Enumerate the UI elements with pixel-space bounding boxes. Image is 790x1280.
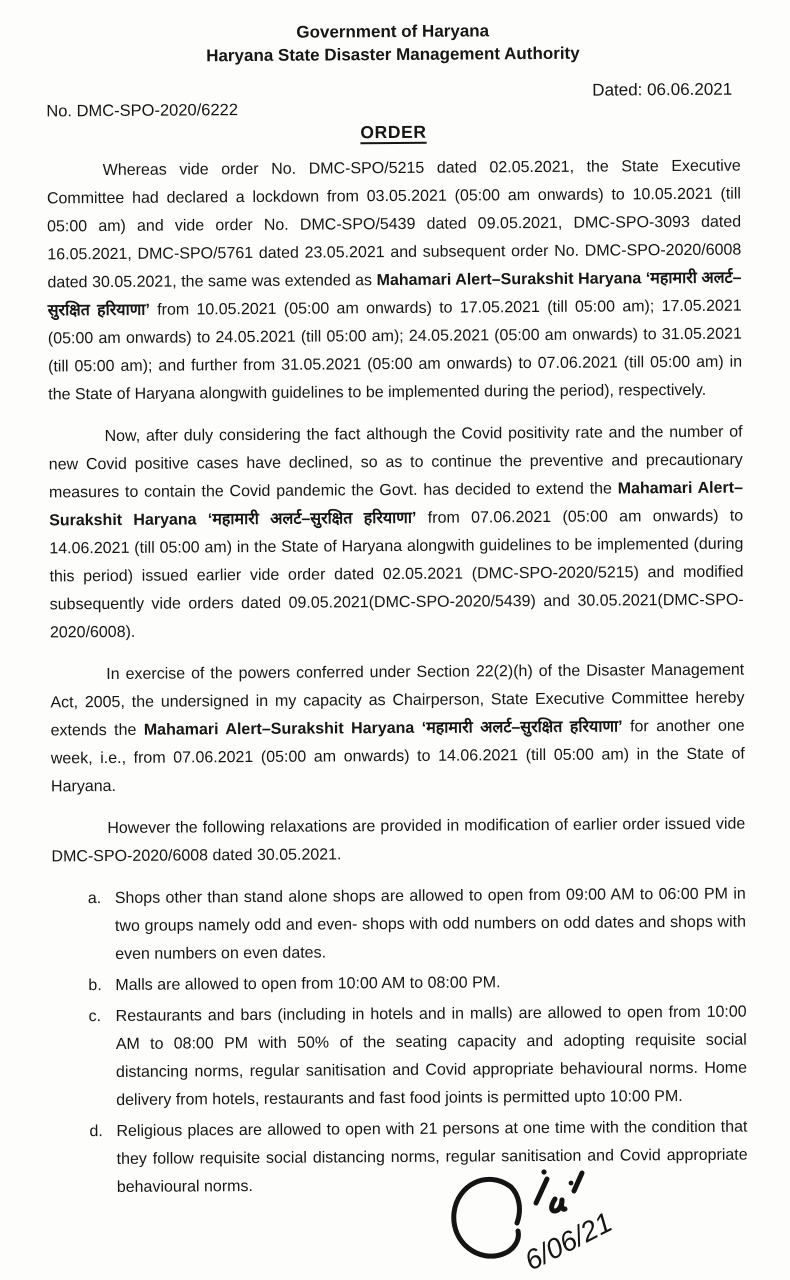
list-item-text: Shops other than stand alone shops are allowed to open from 09:00 AM to 06:00 PM in two groups namely odd and even- shops with odd numbers on odd dates and shops with even numbers on even dates. [114, 885, 747, 963]
list-item-label: b. [88, 977, 102, 995]
document-header [46, 18, 740, 69]
bold-scheme-name-hindi: ‘महामारी अलर्ट–सुरक्षित हरियाणा’ [196, 509, 417, 529]
bold-scheme-name: Mahamari Alert–Surakshit Haryana [143, 719, 415, 739]
bold-scheme-name-hindi: ‘महामारी अलर्ट–सुरक्षित हरियाणा’ [47, 269, 742, 320]
paragraph-text: Whereas vide order No. DMC-SPO/5215 dated 02.05.2021, the State Executive Committee had declared a lockdown from 03.05.2021 (05:00 am onwards) to 10.05.2021 (till 05:00 am) and vide order No. DMC-SPO/5439 dated 09.05.2021, DMC-SPO-3093 dated 16.05.2021, DMC-SPO/5761 dated 23.05.2021 and subsequent order No. DMC-SPO-2020/6008 dated 30.05.2021, the same was extended as [46, 157, 742, 292]
list-item-label: a. [87, 890, 102, 908]
list-item [88, 881, 747, 970]
meta-row [46, 79, 740, 123]
list-item [88, 968, 746, 1001]
relaxations-list [52, 881, 748, 1203]
paragraph-relaxations-intro [51, 811, 745, 872]
list-item-label: d. [89, 1123, 103, 1141]
paragraph-powers [50, 657, 745, 802]
bold-scheme-name-hindi: ‘महामारी अलर्ट–सुरक्षित हरियाणा’ [414, 718, 623, 737]
handwritten-signature [443, 1163, 708, 1278]
order-date: Dated: 06.06.2021 [592, 79, 733, 100]
order-title: ORDER [360, 121, 427, 143]
paragraph-extension [48, 419, 744, 648]
paragraph-text: from 07.06.2021 (05:00 am onwards) to 14.06.2021 (till 05:00 am) in the State of Haryana alongwith guidelines to be implemented (during this period) issued earlier vide order dated 02.05.2021 (DMC-SPO-2020/5215) and modified subsequently vide orders dated 09.05.2021(DMC-SPO-2020/5439) and 30.05.2021(DMC-SPO-2020/6008). [49, 507, 744, 642]
paragraph-text: In exercise of the powers conferred under Section 22(2)(h) of the Disaster Management Act, 2005, the undersigned in my capacity as Chairperson, State Executive Committee hereby extends the [50, 661, 745, 740]
list-item-text: Malls are allowed to open from 10:00 AM to 08:00 PM. [115, 974, 501, 994]
paragraph-text: from 10.05.2021 (05:00 am onwards) to 17.05.2021 (till 05:00 am); 17.05.2021 (05:00 am onwards) to 24.05.2021 (till 05:00 am); 24.05.2021 (05:00 am onwards) to 31.05.2021 (till 05:00 am); and further from 31.05.2021 (05:00 am onwards) to 07.06.2021 (till 05:00 am) in the State of Haryana alongwith guidelines to be implemented during the period), respectively. [47, 297, 743, 404]
paragraph-text: Now, after duly considering the fact although the Covid positivity rate and the number of new Covid positive cases have declined, so as to continue the preventive and precautionary measures to contain the Covid pandemic the Govt. has decided to extend the [48, 423, 743, 502]
bold-scheme-name: Mahamari Alert–Surakshit Haryana [49, 479, 744, 530]
bold-scheme-name: Mahamari Alert–Surakshit Haryana [376, 270, 642, 290]
list-item-text: Religious places are allowed to open with 21 persons at one time with the condition that they follow requisite social distancing norms, regular sanitisation and Covid appropriate behavioural norms. [116, 1118, 748, 1196]
list-item [89, 999, 748, 1116]
list-item-text: Restaurants and bars (including in hotels and in malls) are allowed to open from 10:00 AM to 08:00 PM with 50% of the seating capacity and adopting requisite social distancing norms, regular sanitisation and Covid appropriate behavioural norms. Home delivery from hotels, restaurants and fast food joints is permitted upto 10:00 PM. [115, 1003, 748, 1109]
header-authority: Haryana State Disaster Management Authority [206, 43, 580, 66]
paragraph-text: for another one week, i.e., from 07.06.2021 (05:00 am onwards) to 14.06.2021 (till 05:00 am) in the State of Haryana. [50, 717, 745, 796]
signature-date: 6/06/21 [519, 1206, 617, 1277]
paragraph-text: However the following relaxations are provided in modification of earlier order issued vide DMC-SPO-2020/6008 dated 30.05.2021. [51, 815, 746, 866]
paragraph-whereas [47, 153, 743, 410]
header-government: Government of Haryana [296, 21, 490, 42]
list-item-label: c. [88, 1008, 102, 1026]
order-reference-number: No. DMC-SPO-2020/6222 [46, 101, 239, 121]
